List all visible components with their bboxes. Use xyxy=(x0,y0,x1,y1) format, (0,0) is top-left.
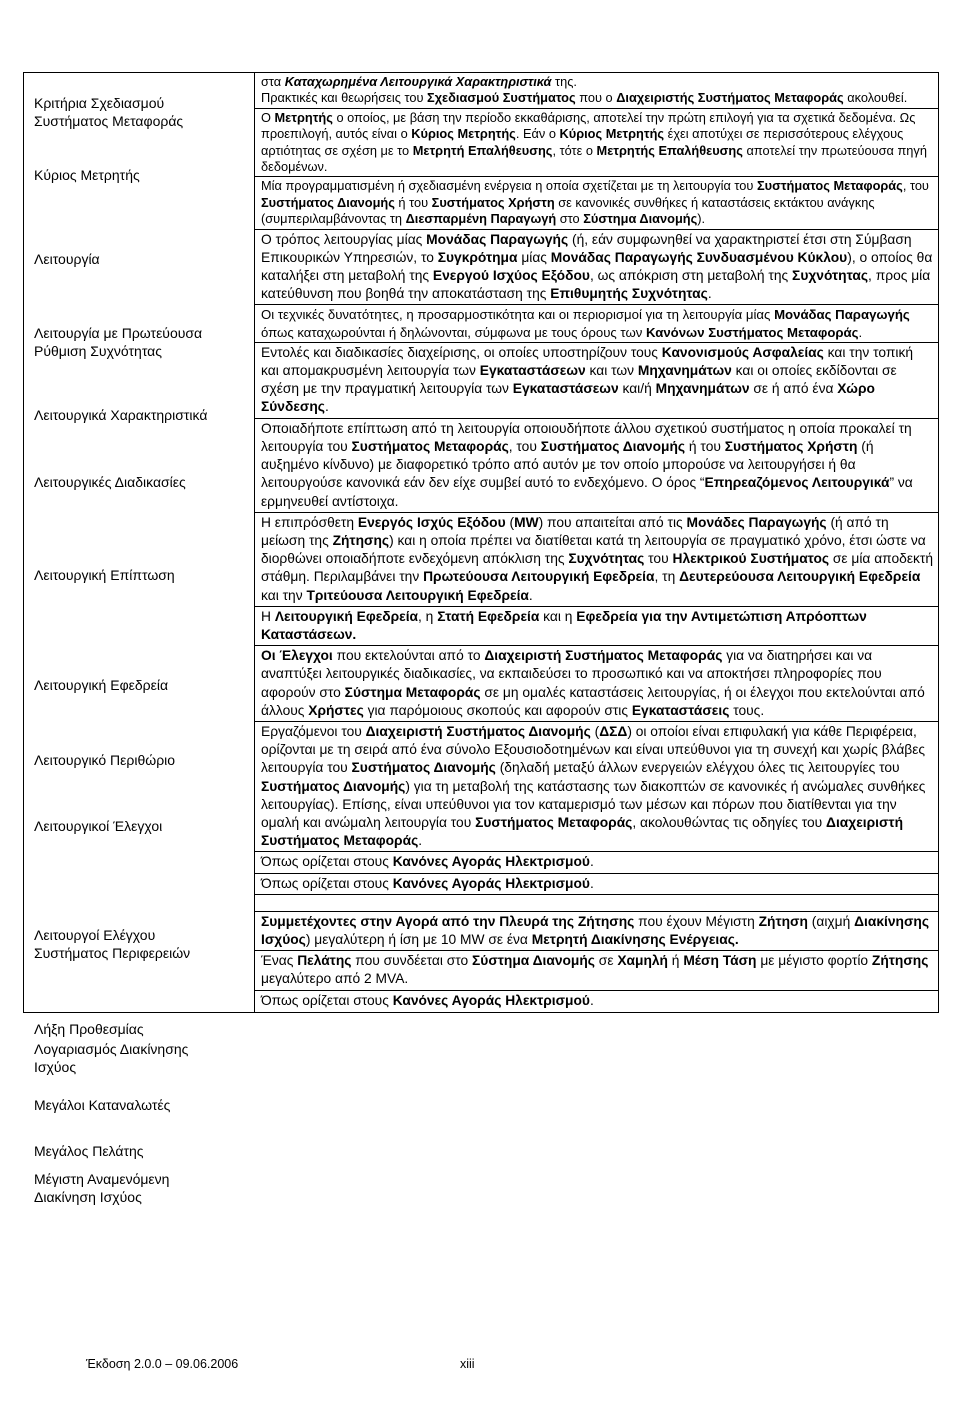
def-leitourgika-xaraktiristika: Οι τεχνικές δυνατότητες, η προσαρμοστικότητα και οι περιορισμοί για τη λειτουργία μίας Μονάδας Παραγωγής όπως καταχωρούνται ή δηλώνονται, σύμφωνα με τους όρους των Κανόνων Συστήματος Μεταφοράς. xyxy=(255,305,938,342)
term-line: Λειτουργική Εφεδρεία xyxy=(34,677,169,693)
term-line: Ισχύος xyxy=(34,1059,77,1075)
term-leitourgikoi-elegxoi xyxy=(34,817,162,835)
term-leitourgikes-diadikasies xyxy=(34,473,186,491)
term-leitourgiko-perithorio xyxy=(34,751,175,769)
def-megaloi-katanalotes: Συμμετέχοντες στην Αγορά από την Πλευρά της Ζήτησης που έχουν Μέγιστη Ζήτηση (αιχμή Διακίνησης Ισχύος) μεγαλύτερη ή ίση με 10 MW σε ένα Μετρητή Διακίνησης Ενέργειας. xyxy=(255,912,938,951)
term-line: Λειτουργοί Ελέγχου xyxy=(34,927,156,943)
term-line: Μεγάλος Πελάτης xyxy=(34,1143,144,1159)
def-megisti: Όπως ορίζεται στους Κανόνες Αγοράς Ηλεκτρισμού. xyxy=(261,992,594,1008)
def-kyrios-metritis: Ο Μετρητής ο οποίος, με βάση την περίοδο εκκαθάρισης, αποτελεί την πρώτη επιλογή για τα σχετικά δεδομένα. Ως προεπιλογή, αυτός είναι ο Κύριος Μετρητής. Εάν ο Κύριος Μετρητής έχει αποτύχει σε περισσότερους ελέγχους αρτιότητας σε σχέση με το Μετρητή Επαλήθευσης, τότε ο Μετρητής Επαλήθευσης αποτελεί την πρωτεύουσα πηγή δεδομένων. xyxy=(255,109,938,178)
term-leitourgoi-elegxou xyxy=(34,926,190,962)
term-line: Μέγιστη Αναμενόμενη xyxy=(34,1171,170,1187)
def-leitourgiko-perithorio: Η Λειτουργική Εφεδρεία, η Στατή Εφεδρεία και η Εφεδρεία για την Αντιμετώπιση Απρόοπτων Καταστάσεων. xyxy=(255,607,938,646)
term-lixi-prothesmias xyxy=(34,1020,144,1038)
terms-column xyxy=(24,73,255,1013)
def-leitourgiki-epiptosi: Οποιαδήποτε επίπτωση από τη λειτουργία οποιουδήποτε άλλου σχετικού συστήματος η οποία προκαλεί τη λειτουργία του Συστήματος Μεταφοράς, του Συστήματος Διανομής ή του Συστήματος Χρήστη (ή αυξημένο κίνδυνο) με διαφορετικό τρόπο από αυτόν με τον οποίο μπορούσε να λειτουργήσει ή θα λειτουργούσε κανονικά εάν δεν είχε συμβεί αυτό το ενδεχόμενο. Ο όρος “Επηρεαζόμενος Λειτουργικά” να ερμηνευθεί αντίστοιχα. xyxy=(255,419,938,513)
term-line: Λήξη Προθεσμίας xyxy=(34,1021,144,1037)
term-line: Μεγάλοι Καταναλωτές xyxy=(34,1097,171,1113)
def-leitourgia: Μία προγραμματισμένη ή σχεδιασμένη ενέργεια η οποία σχετίζεται με τη λειτουργία του Συστήματος Μεταφοράς, του Συστήματος Διανομής ή του Συστήματος Χρήστη σε κανονικές συνθήκες ή καταστάσεις εκτάκτου ανάγκης (συμπεριλαμβάνοντας τη Διεσπαρμένη Παραγωγή στο Σύστημα Διανομής). xyxy=(255,177,938,229)
term-line: Λειτουργικές Διαδικασίες xyxy=(34,474,186,490)
term-kyrios-metritis xyxy=(34,166,140,184)
def-lixi-prothesmias: Όπως ορίζεται στους Κανόνες Αγοράς Ηλεκτρισμού. xyxy=(255,852,938,873)
definitions-column xyxy=(255,73,939,1013)
glossary-table xyxy=(23,72,939,1013)
def-blank xyxy=(255,895,938,912)
footer-page-number: xiii xyxy=(460,1357,475,1371)
term-megisti xyxy=(34,1170,169,1206)
term-line: Λειτουργική Επίπτωση xyxy=(34,567,175,583)
term-line: Λειτουργικοί Έλεγχοι xyxy=(34,818,163,834)
term-megaloi-katanalotes xyxy=(34,1096,170,1114)
term-leitourgiki-efedreia xyxy=(34,676,168,694)
term-line: Συστήματος Μεταφοράς xyxy=(34,113,184,129)
def-megalos-pelatis: Ένας Πελάτης που συνδέεται στο Σύστημα Διανομής σε Χαμηλή ή Μέση Τάση με μέγιστο φορτίο Ζήτησης μεγαλύτερο από 2 MVA. xyxy=(255,951,938,990)
term-line: Λειτουργικό Περιθώριο xyxy=(34,752,176,768)
term-leitourgia-protevousa xyxy=(34,324,202,360)
def-logariasmos: Όπως ορίζεται στους Κανόνες Αγοράς Ηλεκτρισμού. xyxy=(255,874,938,895)
term-line: Κριτήρια Σχεδιασμού xyxy=(34,95,165,111)
def-kritiria: στα Καταχωρημένα Λειτουργικά Χαρακτηριστικά της. Πρακτικές και θεωρήσεις του Σχεδιασμού Συστήματος που ο Διαχειριστής Συστήματος Μεταφοράς ακολουθεί. xyxy=(255,73,938,109)
footer-edition: Έκδοση 2.0.0 – 09.06.2006 xyxy=(86,1357,239,1371)
term-line: Συστήματος Περιφερειών xyxy=(34,945,191,961)
term-leitourgiki-epiptosi xyxy=(34,566,175,584)
term-line: Ρύθμιση Συχνότητας xyxy=(34,343,163,359)
term-line: Λειτουργία με Πρωτεύουσα xyxy=(34,325,203,341)
term-kritiria xyxy=(34,94,183,130)
term-leitourgia xyxy=(34,250,100,268)
term-line: Λειτουργικά Χαρακτηριστικά xyxy=(34,407,208,423)
def-leitourgia-protevousa: Ο τρόπος λειτουργίας μίας Μονάδας Παραγωγής (ή, εάν συμφωνηθεί να χαρακτηριστεί έτσι στη Σύμβαση Επικουρικών Υπηρεσιών, το Συγκρότημα μίας Μονάδας Παραγωγής Συνδυασμένου Κύκλου), ο οποίος θα καταλήξει στη μεταβολή της Ενεργού Ισχύος Εξόδου, ως απόκριση στη μεταβολή της Συχνότητας, προς μία κατεύθυνση που βοηθά την αποκατάσταση της Επιθυμητής Συχνότητας. xyxy=(255,230,938,306)
def-leitourgikes-diadikasies: Εντολές και διαδικασίες διαχείρισης, οι οποίες υποστηρίζουν τους Κανονισμούς Ασφαλείας και την τοπική και απομακρυσμένη λειτουργία των Εγκαταστάσεων και των Μηχανημάτων και οι οποίες εκδίδονται σε σχέση με την πραγματική λειτουργία των Εγκαταστάσεων και/ή Μηχανημάτων σε ή από ένα Χώρο Σύνδεσης. xyxy=(255,343,938,419)
def-leitourgiki-efedreia: Η επιπρόσθετη Ενεργός Ισχύς Εξόδου (MW) που απαιτείται από τις Μονάδες Παραγωγής (ή από τη μείωση της Ζήτησης) και η οποία πρέπει να διατίθεται κατά τη λειτουργία σε πραγματικό χρόνο, έτσι ώστε να διορθώνει οποιαδήποτε ενδεχόμενη απόκλιση της Συχνότητας του Ηλεκτρικού Συστήματος σε μία αποδεκτή στάθμη. Περιλαμβάνει την Πρωτεύουσα Λειτουργική Εφεδρεία, τη Δευτερεύουσα Λειτουργική Εφεδρεία και την Τριτεύουσα Λειτουργική Εφεδρεία. xyxy=(255,513,938,607)
term-line: Λειτουργία xyxy=(34,251,100,267)
def-leitourgikoi-elegxoi: Οι Έλεγχοι που εκτελούνται από το Διαχειριστή Συστήματος Μεταφοράς για να διατηρήσει και να αναπτύξει λειτουργικές διαδικασίες, να εκπαιδεύσει το προσωπικό και να αποκτήσει πληροφορίες που αφορούν στο Σύστημα Μεταφοράς σε μη ομαλές καταστάσεις λειτουργίας, ή οι έλεγχοι που εκτελούνται από άλλους Χρήστες για παρόμοιους σκοπούς και αφορούν στις Εγκαταστάσεις τους. xyxy=(255,646,938,722)
term-line: Διακίνηση Ισχύος xyxy=(34,1189,142,1205)
term-line: Λογαριασμός Διακίνησης xyxy=(34,1041,189,1057)
term-line: Κύριος Μετρητής xyxy=(34,167,140,183)
term-megalos-pelatis xyxy=(34,1142,144,1160)
def-leitourgoi-elegxou: Εργαζόμενοι του Διαχειριστή Συστήματος Διανομής (ΔΣΔ) οι οποίοι είναι επιφυλακή για κάθε Περιφέρεια, ορίζονται με τη σειρά από ένα σύνολο Εξουσιοδοτημένων και είναι υπεύθυνοι για τη συνεχή και χωρίς βλάβες λειτουργία του Συστήματος Διανομής (δηλαδή μεταξύ άλλων ενεργειών ελέγχου όλες τις λειτουργίες του Συστήματος Διανομής) για τη μεταβολή της κατάστασης των διακοπτών σε κανονικές ή ανώμαλες συνθήκες λειτουργίας). Επίσης, είναι υπεύθυνοι για τον καταμερισμό των μέσων και πόρων που διατίθενται για την ομαλή και ανώμαλη λειτουργία του Συστήματος Μεταφοράς, ακολουθώντας τις οδηγίες του Διαχειριστή Συστήματος Μεταφοράς. xyxy=(255,722,938,852)
term-logariasmos xyxy=(34,1040,188,1076)
term-leitourgika-xaraktiristika xyxy=(34,406,207,424)
